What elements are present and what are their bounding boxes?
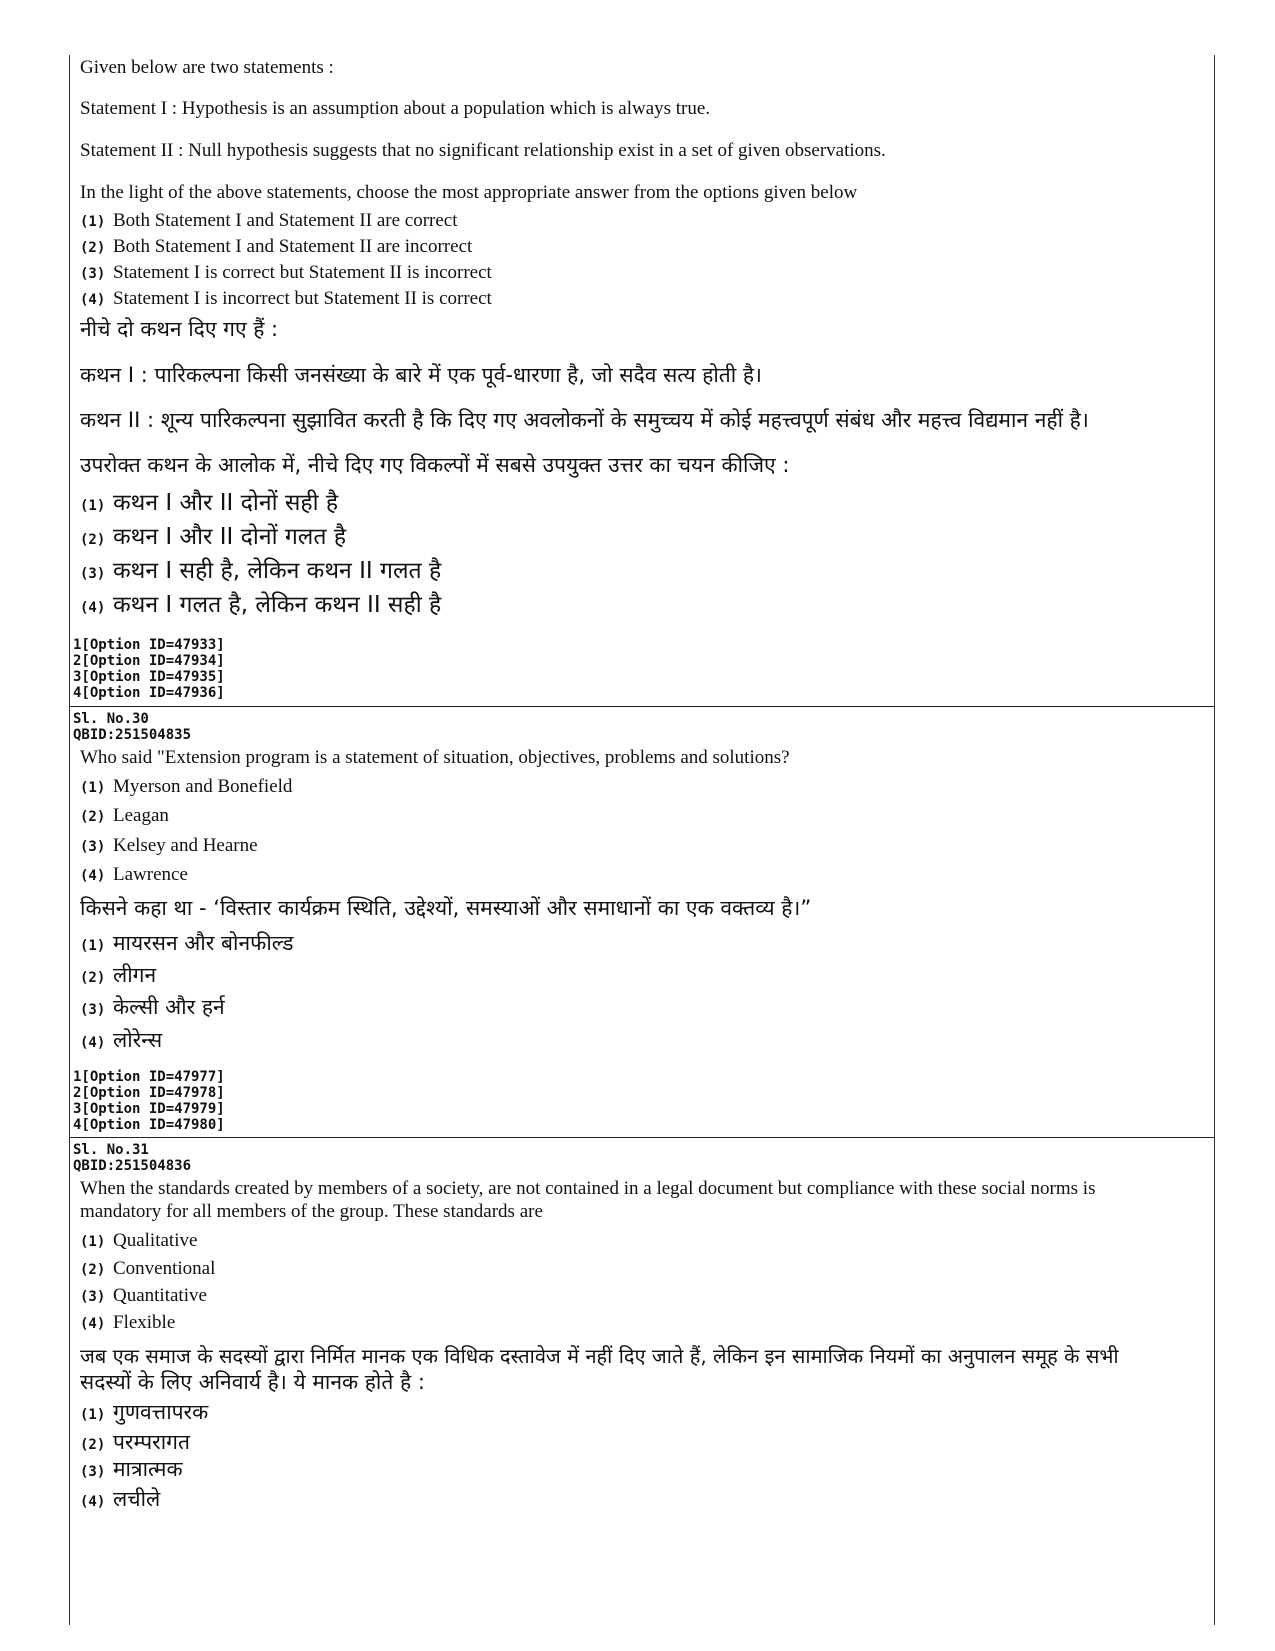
question-31	[70, 1138, 1214, 1625]
option-text: कथन I और II दोनों सही है	[113, 490, 339, 516]
question-paper-frame	[69, 55, 1215, 1625]
q31-question-hindi-line-2: सदस्यों के लिए अनिवार्य है। ये मानक होते है :	[80, 1370, 425, 1394]
q30-option-en-3	[80, 835, 258, 857]
q31-option-en-3	[80, 1285, 207, 1307]
option-text: Quantitative	[113, 1285, 207, 1306]
option-text: कथन I गलत है, लेकिन कथन II सही है	[113, 592, 442, 618]
q29-instruction-hindi: उपरोक्त कथन के आलोक में, नीचे दिए गए विकल्पों में सबसे उपयुक्त उत्तर का चयन कीजिए :	[80, 453, 790, 477]
q30-question: Who said "Extension program is a statement of situation, objectives, problems and solutions?	[80, 747, 790, 768]
option-text: लीगन	[113, 963, 157, 987]
option-number: (2)	[80, 240, 106, 256]
option-text: गुणवत्तापरक	[113, 1400, 209, 1424]
option-number: (4)	[80, 292, 106, 308]
option-text: परम्परागत	[113, 1430, 190, 1454]
option-number: (1)	[80, 1407, 106, 1423]
q29-option-en-1	[80, 210, 458, 232]
q30-option-hi-2	[80, 961, 156, 989]
q29-option-en-3	[80, 262, 492, 284]
option-number: (2)	[80, 1262, 106, 1278]
option-text: कथन I सही है, लेकिन कथन II गलत है	[113, 558, 442, 584]
option-text: Lawrence	[113, 864, 188, 885]
option-number: (3)	[80, 566, 106, 582]
q29-instruction: In the light of the above statements, choose the most appropriate answer from the options given below	[80, 182, 858, 203]
option-text: मात्रात्मक	[113, 1457, 183, 1481]
q31-option-hi-4	[80, 1485, 160, 1513]
q29-statement-1-hindi: कथन I : पारिकल्पना किसी जनसंख्या के बारे में एक पूर्व-धारणा है, जो सदैव सत्य होती है।	[80, 363, 763, 387]
option-text: मायरसन और बोनफील्ड	[113, 931, 294, 955]
option-number: (3)	[80, 266, 106, 282]
option-number: (3)	[80, 1289, 106, 1305]
option-number: (4)	[80, 1316, 106, 1332]
option-number: (2)	[80, 1437, 106, 1453]
question-29	[70, 55, 1214, 706]
q29-option-en-2	[80, 236, 472, 258]
option-text: Statement I is correct but Statement II is incorrect	[113, 262, 492, 283]
q30-option-hi-4	[80, 1026, 162, 1054]
option-id: 2[Option ID=47934]	[73, 653, 225, 669]
option-number: (3)	[80, 1002, 106, 1018]
q30-option-ids	[73, 1069, 225, 1133]
option-text: Both Statement I and Statement II are correct	[113, 210, 458, 231]
q29-statement-2: Statement II : Null hypothesis suggests that no significant relationship exist in a set of given observations.	[80, 140, 886, 161]
q30-header	[73, 711, 191, 743]
q31-option-en-4	[80, 1312, 175, 1334]
q30-option-hi-3	[80, 993, 225, 1021]
q29-option-ids	[73, 637, 225, 701]
option-text: Flexible	[113, 1312, 176, 1333]
q29-intro-hindi: नीचे दो कथन दिए गए हैं :	[80, 317, 279, 341]
qbid: QBID:251504836	[73, 1158, 192, 1174]
option-number: (1)	[80, 938, 106, 954]
option-number: (2)	[80, 970, 106, 986]
q31-header	[73, 1142, 191, 1174]
option-text: Kelsey and Hearne	[113, 835, 258, 856]
option-text: Conventional	[113, 1258, 216, 1279]
question-30	[70, 707, 1214, 1137]
q30-option-en-1	[80, 776, 292, 798]
q29-option-hi-4	[80, 587, 441, 619]
option-text: Leagan	[113, 805, 169, 826]
option-text: Both Statement I and Statement II are incorrect	[113, 236, 473, 257]
q29-option-hi-2	[80, 519, 346, 551]
option-id: 1[Option ID=47977]	[73, 1069, 225, 1085]
q29-option-hi-1	[80, 485, 338, 517]
q31-question-line-2: mandatory for all members of the group. These standards are	[80, 1201, 543, 1222]
option-id: 4[Option ID=47980]	[73, 1117, 225, 1133]
option-id: 3[Option ID=47979]	[73, 1101, 225, 1117]
q31-option-hi-1	[80, 1398, 208, 1426]
option-text: Statement I is incorrect but Statement II is correct	[113, 288, 492, 309]
option-text: लचीले	[113, 1487, 161, 1511]
option-number: (3)	[80, 839, 106, 855]
q31-question-hindi-line-1: जब एक समाज के सदस्यों द्वारा निर्मित मानक एक विधिक दस्तावेज में नहीं दिए जाते हैं, लेकिन इन सामाजिक नियमों का अनुपालन समूह के सभी	[80, 1344, 1119, 1368]
q30-option-en-2	[80, 805, 169, 827]
q31-option-hi-3	[80, 1455, 183, 1483]
q30-question-hindi: किसने कहा था - ‘विस्तार कार्यक्रम स्थिति, उद्देश्यों, समस्याओं और समाधानों का एक वक्तव्य है।”	[80, 896, 812, 920]
q30-option-en-4	[80, 864, 188, 886]
option-text: Myerson and Bonefield	[113, 776, 293, 797]
option-text: लोरेन्स	[113, 1028, 163, 1052]
option-number: (2)	[80, 532, 106, 548]
q29-statement-2-hindi: कथन II : शून्य पारिकल्पना सुझावित करती है कि दिए गए अवलोकनों के समुच्चय में कोई महत्त्वपूर्ण संबंध और महत्त्व विद्यमान नहीं है।	[80, 408, 1089, 432]
option-number: (1)	[80, 780, 106, 796]
option-number: (4)	[80, 1035, 106, 1051]
q31-question-line-1: When the standards created by members of a society, are not contained in a legal document but compliance with these social norms is	[80, 1178, 1096, 1199]
q31-option-en-1	[80, 1230, 197, 1252]
q30-option-hi-1	[80, 929, 294, 957]
option-text: Qualitative	[113, 1230, 198, 1251]
option-number: (1)	[80, 214, 106, 230]
option-number: (1)	[80, 498, 106, 514]
option-id: 4[Option ID=47936]	[73, 685, 225, 701]
option-id: 3[Option ID=47935]	[73, 669, 225, 685]
option-number: (4)	[80, 600, 106, 616]
option-number: (4)	[80, 1494, 106, 1510]
q29-option-en-4	[80, 288, 492, 310]
option-number: (2)	[80, 809, 106, 825]
q29-statement-1: Statement I : Hypothesis is an assumption about a population which is always true.	[80, 98, 711, 119]
option-number: (1)	[80, 1234, 106, 1250]
serial-number: Sl. No.31	[73, 1142, 149, 1158]
serial-number: Sl. No.30	[73, 711, 149, 727]
option-id: 1[Option ID=47933]	[73, 637, 225, 653]
option-number: (3)	[80, 1464, 106, 1480]
qbid: QBID:251504835	[73, 727, 192, 743]
option-number: (4)	[80, 868, 106, 884]
q31-option-en-2	[80, 1258, 215, 1280]
option-id: 2[Option ID=47978]	[73, 1085, 225, 1101]
option-text: केल्सी और हर्न	[113, 995, 225, 1019]
option-text: कथन I और II दोनों गलत है	[113, 524, 347, 550]
q29-intro: Given below are two statements :	[80, 57, 334, 78]
q29-option-hi-3	[80, 553, 441, 585]
q31-option-hi-2	[80, 1428, 190, 1456]
